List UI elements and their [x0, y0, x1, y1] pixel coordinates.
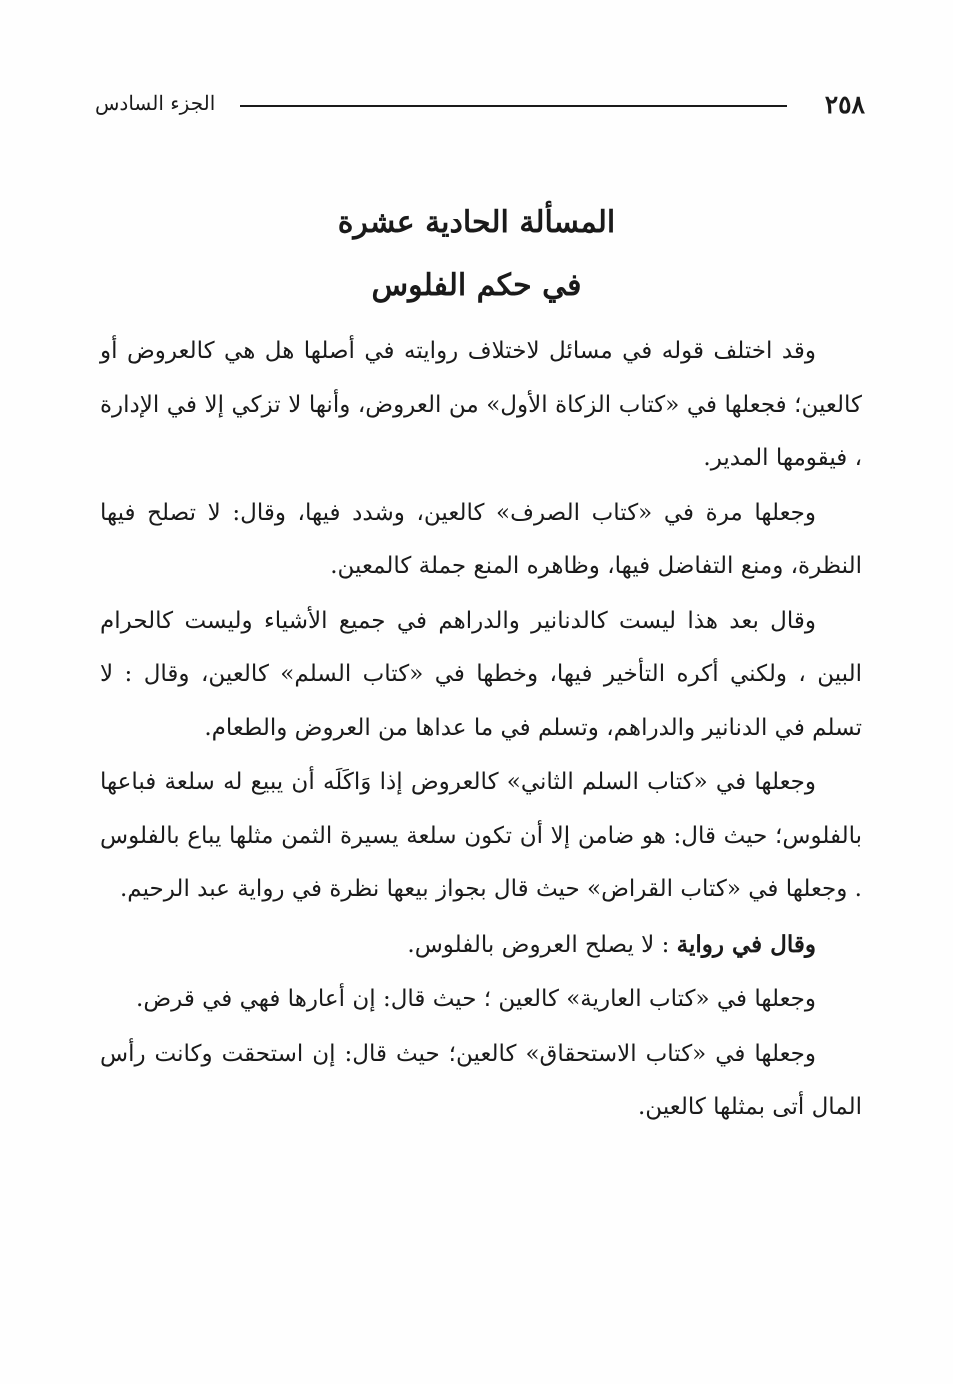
page-number: ٢٥٨ [824, 90, 865, 119]
paragraph: وجعلها في «كتاب السلم الثاني» كالعروض إذا وَاكَلَه أن يبيع له سلعة فباعها بالفلوس؛ حيث قال: هو ضامن إلا أن تكون سلعة يسيرة الثمن مثلها يباع بالفلوس . وجعلها في «كتاب القراض» حيث قال بجواز بيعها نظرة في رواية عبد الرحيم. [100, 769, 862, 902]
chapter-title: المسألة الحادية عشرة [337, 205, 616, 240]
paragraph: وقال بعد هذا ليست كالدنانير والدراهم في جميع الأشياء وليست كالحرام البين ، ولكني أكره التأخير فيها، وخطها في «كتاب السلم» كالعين، وقال : لا تسلم في الدنانير والدراهم، وتسلم في ما عداها من العروض والطعام. [100, 607, 862, 741]
header-rule [240, 105, 787, 107]
paragraph: وقد اختلف قوله في مسائل لاختلاف روايته في أصلها هل هي كالعروض أو كالعين؛ فجعلها في «كتاب الزكاة الأول» من العروض، وأنها لا تزكي إلا في الإدارة ، فيقومها المدير. [100, 338, 862, 471]
paragraph: وجعلها في «كتاب العارية» كالعين ؛ حيث قال: إن أعارها فهي في قرض. [136, 986, 816, 1012]
volume-title: الجزء السادس [95, 91, 216, 115]
paragraph: وجعلها في «كتاب الاستحقاق» كالعين؛ حيث قال: إن استحقت وكانت رأس المال أتى بمثلها كالعين. [100, 1040, 862, 1120]
chapter-subtitle: في حكم الفلوس [371, 268, 582, 303]
running-header [95, 90, 865, 120]
paragraph: وجعلها مرة في «كتاب الصرف» كالعين، وشدد فيها، وقال: لا تصلح فيها النظرة، ومنع التفاضل فيها، وظاهره المنع جملة كالمعين. [100, 499, 862, 579]
paragraph-text: : لا يصلح العروض بالفلوس. [407, 931, 677, 958]
body-text [100, 325, 862, 1136]
paragraph [100, 918, 862, 973]
paragraph-lead: وقال في رواية [676, 930, 816, 958]
